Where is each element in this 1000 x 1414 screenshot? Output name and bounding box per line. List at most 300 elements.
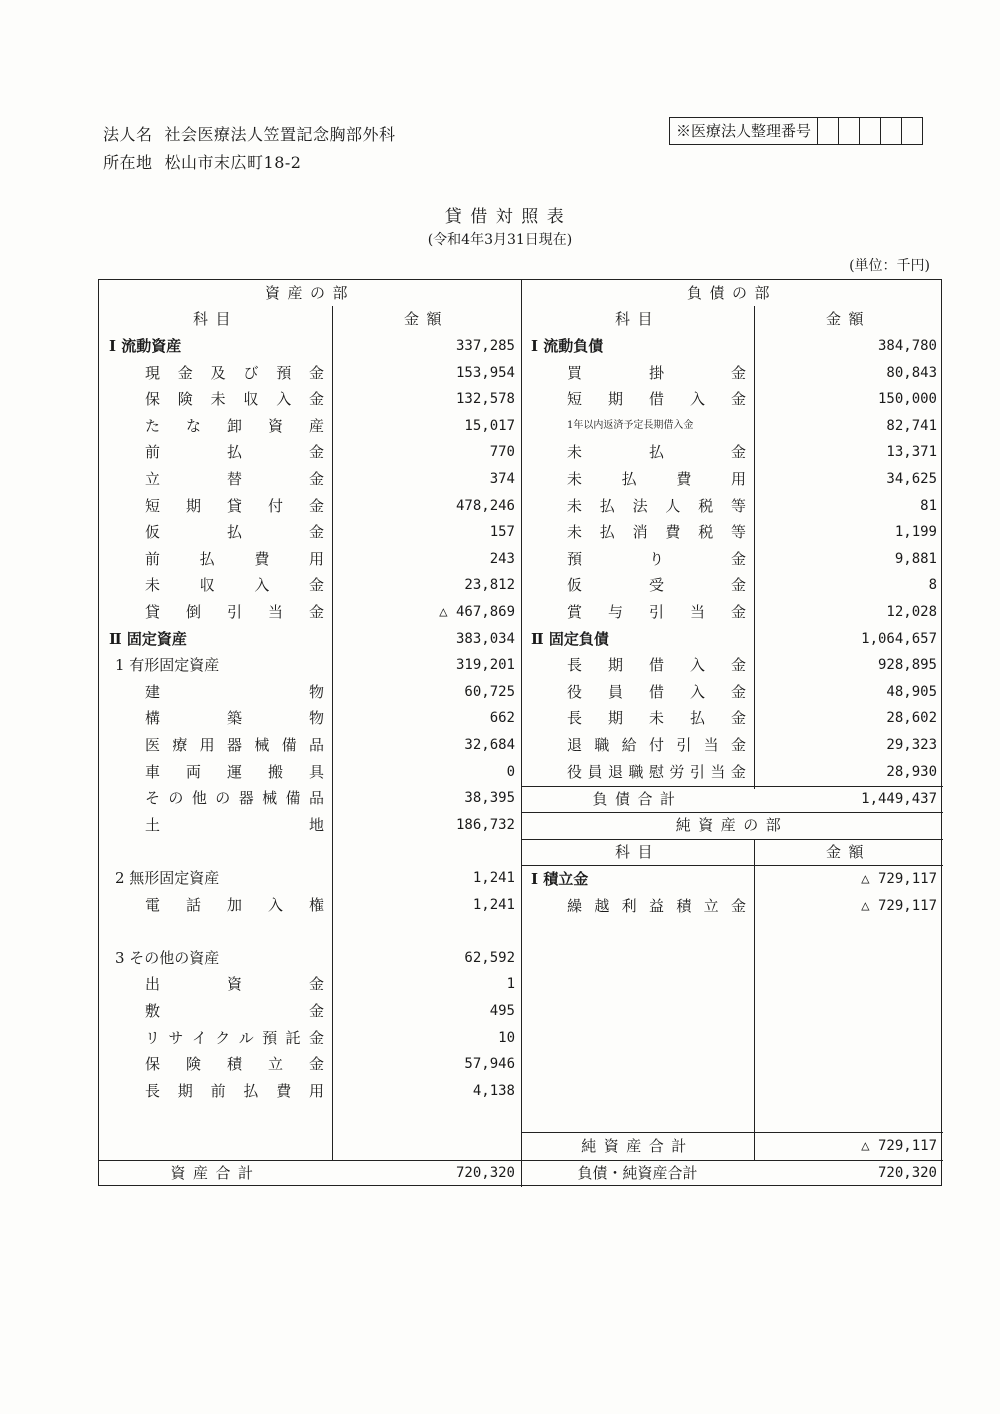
asset-item-amount: 337,285 <box>455 338 515 354</box>
label-char: 械 <box>254 736 270 754</box>
asset-item-amount: 157 <box>489 524 515 541</box>
label-char: 建 <box>145 682 161 701</box>
label-char: 未 <box>567 496 583 515</box>
label-char: 等 <box>730 496 746 515</box>
label-char: 引 <box>689 762 705 781</box>
label-char: 未 <box>145 576 161 595</box>
label-char: 築 <box>226 709 242 728</box>
label-char: 払 <box>689 709 705 728</box>
liabilities-total-amount: 1,449,437 <box>861 791 937 807</box>
label-char: た <box>145 416 161 435</box>
label-char: 借 <box>648 682 664 701</box>
liability-item-label <box>521 360 754 387</box>
label-char: 用 <box>308 549 324 568</box>
asset-item-label <box>99 998 332 1025</box>
asset-item-amount: 243 <box>489 550 515 567</box>
liability-item-label <box>521 546 754 573</box>
liability-item-label <box>521 519 754 546</box>
as-of-date: (令和4年3月31日現在) <box>427 232 573 248</box>
asset-item-amount: 1,241 <box>472 896 515 913</box>
label-char: 法 <box>632 496 648 515</box>
label-char: 買 <box>567 363 583 382</box>
net-asset-item-label: Ⅰ 積立金 <box>531 870 589 888</box>
label-char: 金 <box>730 390 746 409</box>
net-asset-item-amount: △ 729,117 <box>861 871 937 887</box>
label-char: 立 <box>145 470 161 488</box>
label-char: 員 <box>607 682 623 701</box>
liabilities-total-label: 負債合計 <box>592 790 683 808</box>
label-char: 保 <box>145 1055 161 1074</box>
asset-item-label <box>99 1078 332 1105</box>
label-char: 収 <box>199 576 215 595</box>
asset-item-amount: 374 <box>489 471 515 487</box>
label-char: 資 <box>267 416 283 435</box>
asset-item-label <box>99 705 332 732</box>
label-char: 前 <box>145 549 161 568</box>
balance-sheet-table <box>98 279 942 1186</box>
label-char: 益 <box>648 896 664 915</box>
liability-item-label <box>521 652 754 679</box>
label-char: 期 <box>607 390 623 409</box>
label-char: 立 <box>703 896 719 915</box>
reg-cell <box>902 118 922 144</box>
label-char: 品 <box>308 789 324 808</box>
liability-item-label <box>521 493 754 520</box>
label-char: 械 <box>262 789 278 808</box>
net-assets-section-title: 純資産の部 <box>675 816 789 834</box>
liability-item-amount: 80,843 <box>886 364 937 381</box>
liability-item-amount: 8 <box>928 577 937 594</box>
liability-item-amount: 1,064,657 <box>861 630 937 647</box>
asset-item-amount: 1,241 <box>472 870 515 886</box>
corp-label: 法人名 <box>103 125 153 144</box>
label-char: 金 <box>730 443 746 462</box>
reg-label: ※医療法人整理番号 <box>670 118 818 144</box>
label-char: 険 <box>185 1055 201 1074</box>
label-char: 収 <box>243 390 259 409</box>
label-char: 金 <box>730 896 746 915</box>
liability-item-amount: 48,905 <box>886 683 937 700</box>
liability-item-amount: 28,602 <box>886 710 937 727</box>
label-char: 労 <box>669 762 685 781</box>
label-char: 借 <box>648 656 664 675</box>
label-char: 金 <box>730 709 746 728</box>
liability-item-amount: 150,000 <box>877 391 937 408</box>
label-char: 当 <box>710 762 726 781</box>
liabilities-section-title: 負債の部 <box>686 284 777 302</box>
asset-item-amount: 495 <box>489 1003 515 1019</box>
liability-item-label <box>521 439 754 466</box>
label-char: 慰 <box>648 762 664 781</box>
label-char: 金 <box>177 363 193 382</box>
net-asset-item-amount: △ 729,117 <box>861 897 937 914</box>
label-char: 両 <box>185 762 201 781</box>
label-char: サ <box>168 1028 184 1047</box>
asset-item-label <box>99 679 332 706</box>
label-char: 金 <box>308 1055 324 1074</box>
asset-item-amount: 32,684 <box>464 737 515 753</box>
asset-item-label <box>99 812 332 839</box>
liability-item-label: 1年以内返済予定長期借入金 <box>567 419 694 431</box>
label-char: 金 <box>308 363 324 382</box>
label-char: 話 <box>185 895 201 914</box>
label-char: 付 <box>267 496 283 515</box>
label-char: 払 <box>599 523 615 542</box>
assets-total-amount: 720,320 <box>455 1165 515 1181</box>
label-char: 未 <box>567 443 583 462</box>
label-char: 前 <box>145 443 161 462</box>
asset-item-amount: 132,578 <box>455 391 515 408</box>
label-char: 金 <box>308 496 324 515</box>
asset-item-amount: 383,034 <box>455 630 515 647</box>
address-line <box>103 150 301 173</box>
label-char: 物 <box>308 682 324 701</box>
label-char: 付 <box>648 736 664 754</box>
asset-item-amount: 1 <box>506 976 515 993</box>
label-char: 与 <box>607 603 623 621</box>
label-char: 資 <box>226 975 242 994</box>
label-char: 金 <box>730 762 746 781</box>
label-char: 備 <box>285 789 301 808</box>
label-char: 退 <box>567 736 583 754</box>
col-amount-header: 金額 <box>825 843 871 861</box>
label-char: 借 <box>648 390 664 409</box>
asset-item-amount: 153,954 <box>455 364 515 381</box>
asset-item-label <box>99 466 332 493</box>
label-char: 替 <box>226 470 242 488</box>
label-char: 払 <box>199 549 215 568</box>
registration-number-box <box>669 117 923 145</box>
label-char: 品 <box>308 736 324 754</box>
label-char: 越 <box>594 896 610 915</box>
label-char: 等 <box>730 523 746 542</box>
addr-value: 松山市末広町18-2 <box>164 153 302 172</box>
label-char: 払 <box>621 470 637 488</box>
asset-item-amount: △ 467,869 <box>439 604 515 620</box>
label-char: 払 <box>226 523 242 542</box>
label-char: 役 <box>567 762 583 781</box>
col-item-header: 科目 <box>614 843 660 861</box>
asset-item-amount: 186,732 <box>455 816 515 833</box>
asset-item-label <box>99 971 332 998</box>
label-char: 運 <box>226 762 242 781</box>
label-char: 費 <box>254 549 270 568</box>
asset-item-label <box>99 599 332 626</box>
net-assets-total-amount: △ 729,117 <box>861 1138 937 1154</box>
label-char: 員 <box>587 762 603 781</box>
label-char: イ <box>191 1028 207 1047</box>
label-char: 利 <box>621 896 637 915</box>
liability-item-label: Ⅰ 流動負債 <box>531 337 604 355</box>
label-char: 金 <box>308 1028 324 1047</box>
label-char: 金 <box>730 363 746 382</box>
label-char: 当 <box>689 603 705 621</box>
label-char: 出 <box>145 975 161 994</box>
grand-total-amount: 720,320 <box>877 1165 937 1181</box>
label-char: 金 <box>308 390 324 409</box>
asset-item-amount: 60,725 <box>464 683 515 700</box>
label-char: 職 <box>594 736 610 754</box>
label-char: 当 <box>703 736 719 754</box>
label-char: 期 <box>177 1081 193 1100</box>
label-char: り <box>648 549 664 568</box>
asset-item-label: 3 その他の資産 <box>115 948 220 967</box>
asset-item-label <box>99 439 332 466</box>
asset-item-label <box>99 1051 332 1078</box>
label-char: 入 <box>276 390 292 409</box>
unit-label: (単位：千円) <box>849 258 930 274</box>
label-char: 地 <box>308 815 324 834</box>
label-char: 託 <box>285 1028 301 1047</box>
label-char: 消 <box>632 523 648 542</box>
label-char: 前 <box>210 1081 226 1100</box>
label-char: 器 <box>226 736 242 754</box>
label-char: 税 <box>698 523 714 542</box>
label-char: 払 <box>648 443 664 462</box>
label-char: ル <box>238 1028 254 1047</box>
liability-item-label <box>521 732 754 759</box>
asset-item-label: 2 無形固定資産 <box>115 869 220 887</box>
label-char: 金 <box>308 1002 324 1020</box>
label-char: 卸 <box>226 416 242 435</box>
label-char: 金 <box>308 523 324 542</box>
liability-item-amount: 34,625 <box>886 471 937 487</box>
asset-item-label <box>99 785 332 812</box>
label-char: 入 <box>689 656 705 675</box>
label-char: 給 <box>621 736 637 754</box>
label-char: 預 <box>276 363 292 382</box>
label-char: 人 <box>665 496 681 515</box>
label-char: 金 <box>730 576 746 595</box>
label-char: 入 <box>254 576 270 595</box>
asset-item-label: Ⅰ 流動資産 <box>109 337 182 355</box>
label-char: 金 <box>308 576 324 595</box>
liability-item-amount: 1,199 <box>894 524 937 541</box>
label-char: 現 <box>145 363 161 382</box>
liability-item-amount: 13,371 <box>886 444 937 461</box>
asset-item-label <box>99 546 332 573</box>
assets-section-title: 資産の部 <box>264 284 355 302</box>
label-char: 未 <box>210 390 226 409</box>
label-char: 倒 <box>185 603 201 621</box>
label-char: 預 <box>567 549 583 568</box>
label-char: 土 <box>145 815 161 834</box>
liability-item-label <box>521 599 754 626</box>
label-char: 金 <box>730 603 746 621</box>
label-char: 未 <box>567 523 583 542</box>
liability-item-amount: 81 <box>920 497 937 514</box>
label-char: 繰 <box>567 896 583 915</box>
label-char: 貸 <box>145 603 161 621</box>
reg-cell <box>881 118 902 144</box>
liability-item-amount: 928,895 <box>877 657 937 674</box>
label-char: 引 <box>648 603 664 621</box>
liability-item-amount: 29,323 <box>886 737 937 753</box>
label-char: 電 <box>145 895 161 914</box>
asset-item-label <box>99 360 332 387</box>
label-char: 当 <box>267 603 283 621</box>
liability-item-amount: 12,028 <box>886 604 937 620</box>
label-char: 立 <box>267 1055 283 1074</box>
asset-item-label <box>99 759 332 786</box>
corp-name: 社会医療法人笠置記念胸部外科 <box>164 125 396 144</box>
label-char: 未 <box>567 470 583 488</box>
liability-item-amount: 9,881 <box>894 550 937 567</box>
label-char: 積 <box>676 896 692 915</box>
label-char: 物 <box>308 709 324 728</box>
liability-item-label <box>521 679 754 706</box>
label-char: 預 <box>262 1028 278 1047</box>
label-char: そ <box>145 789 161 808</box>
asset-item-amount: 62,592 <box>464 949 515 966</box>
asset-item-amount: 0 <box>506 763 515 780</box>
reg-cell <box>860 118 881 144</box>
label-char: 税 <box>698 496 714 515</box>
label-char: 未 <box>648 709 664 728</box>
label-char: 期 <box>607 709 623 728</box>
label-char: 払 <box>599 496 615 515</box>
addr-label: 所在地 <box>103 153 153 172</box>
asset-item-amount: 15,017 <box>464 417 515 434</box>
label-char: 払 <box>243 1081 259 1100</box>
label-char: 権 <box>308 895 324 914</box>
label-char: 引 <box>226 603 242 621</box>
liability-item-label: Ⅱ 固定負債 <box>531 629 609 648</box>
label-char: 積 <box>226 1055 242 1074</box>
label-char: ク <box>215 1028 231 1047</box>
liability-item-label <box>521 759 754 786</box>
asset-item-amount: 10 <box>498 1029 515 1046</box>
asset-item-amount: 478,246 <box>455 497 515 514</box>
col-item-header: 科目 <box>614 310 660 328</box>
label-char: 費 <box>676 470 692 488</box>
asset-item-amount: 57,946 <box>464 1056 515 1073</box>
label-char: 費 <box>665 523 681 542</box>
asset-item-label <box>99 892 332 919</box>
label-char: 備 <box>281 736 297 754</box>
label-char: 険 <box>177 390 193 409</box>
label-char: 払 <box>226 443 242 462</box>
asset-item-label: Ⅱ 固定資産 <box>109 629 187 648</box>
assets-total-label: 資産合計 <box>170 1164 261 1182</box>
label-char: 加 <box>226 895 242 914</box>
reg-cell <box>818 118 839 144</box>
label-char: 金 <box>730 656 746 675</box>
net-assets-total-label: 純資産合計 <box>581 1137 694 1155</box>
liability-item-label <box>521 466 754 493</box>
label-char: び <box>243 363 259 382</box>
label-char: 入 <box>689 682 705 701</box>
asset-item-amount: 4,138 <box>472 1082 515 1099</box>
label-char: 車 <box>145 762 161 781</box>
page-title: 貸借対照表 <box>444 207 573 227</box>
label-char: 受 <box>648 576 664 595</box>
asset-item-amount: 23,812 <box>464 577 515 594</box>
col-amount-header: 金額 <box>403 310 449 328</box>
label-char: 及 <box>210 363 226 382</box>
label-char: 職 <box>628 762 644 781</box>
label-char: 入 <box>689 390 705 409</box>
label-char: 用 <box>308 1081 324 1100</box>
asset-item-label <box>99 519 332 546</box>
label-char: 期 <box>607 656 623 675</box>
corporation-name-line <box>103 122 396 145</box>
label-char: 医 <box>145 736 161 754</box>
label-char: 金 <box>730 549 746 568</box>
asset-item-label <box>99 732 332 759</box>
label-char: 退 <box>607 762 623 781</box>
label-char: 費 <box>276 1081 292 1100</box>
label-char: 長 <box>567 656 583 675</box>
asset-item-label <box>99 493 332 520</box>
label-char: 金 <box>308 470 324 488</box>
label-char: 保 <box>145 390 161 409</box>
label-char: な <box>185 416 201 435</box>
liability-item-amount: 28,930 <box>886 763 937 780</box>
label-char: 長 <box>567 709 583 728</box>
label-char: 敷 <box>145 1002 161 1020</box>
label-char: の <box>168 789 184 808</box>
label-char: の <box>215 789 231 808</box>
col-item-header: 科目 <box>192 310 238 328</box>
asset-item-amount: 319,201 <box>455 657 515 674</box>
col-amount-header: 金額 <box>825 310 871 328</box>
label-char: 長 <box>145 1081 161 1100</box>
label-char: リ <box>145 1028 161 1047</box>
asset-item-label <box>99 413 332 440</box>
liability-item-label <box>521 386 754 413</box>
reg-cell <box>839 118 860 144</box>
label-char: 入 <box>267 895 283 914</box>
label-char: 搬 <box>267 762 283 781</box>
liability-item-label <box>521 572 754 599</box>
label-char: 金 <box>308 443 324 462</box>
asset-item-amount: 662 <box>489 710 515 727</box>
label-char: 構 <box>145 709 161 728</box>
label-char: 期 <box>185 496 201 515</box>
liability-item-amount: 384,780 <box>877 338 937 354</box>
label-char: 金 <box>730 736 746 754</box>
label-char: 役 <box>567 682 583 701</box>
label-char: 貸 <box>226 496 242 515</box>
liability-item-label <box>521 705 754 732</box>
label-char: 金 <box>308 603 324 621</box>
label-char: 金 <box>308 975 324 994</box>
asset-item-amount: 770 <box>489 444 515 461</box>
label-char: 賞 <box>567 603 583 621</box>
label-char: 掛 <box>648 363 664 382</box>
label-char: 器 <box>238 789 254 808</box>
label-char: 用 <box>730 470 746 488</box>
net-asset-item-label <box>521 893 754 920</box>
label-char: 療 <box>172 736 188 754</box>
label-char: 産 <box>308 416 324 435</box>
label-char: 引 <box>676 736 692 754</box>
grand-total-label: 負債・純資産合計 <box>577 1164 698 1182</box>
asset-item-label <box>99 1025 332 1052</box>
label-char: 短 <box>567 390 583 409</box>
asset-item-label <box>99 572 332 599</box>
liability-item-amount: 82,741 <box>886 417 937 434</box>
label-char: 他 <box>191 789 207 808</box>
label-char: 金 <box>730 682 746 701</box>
asset-item-amount: 38,395 <box>464 790 515 807</box>
asset-item-label: 1 有形固定資産 <box>115 656 220 675</box>
label-char: 仮 <box>567 576 583 595</box>
label-char: 仮 <box>145 523 161 542</box>
label-char: 短 <box>145 496 161 515</box>
asset-item-label <box>99 386 332 413</box>
